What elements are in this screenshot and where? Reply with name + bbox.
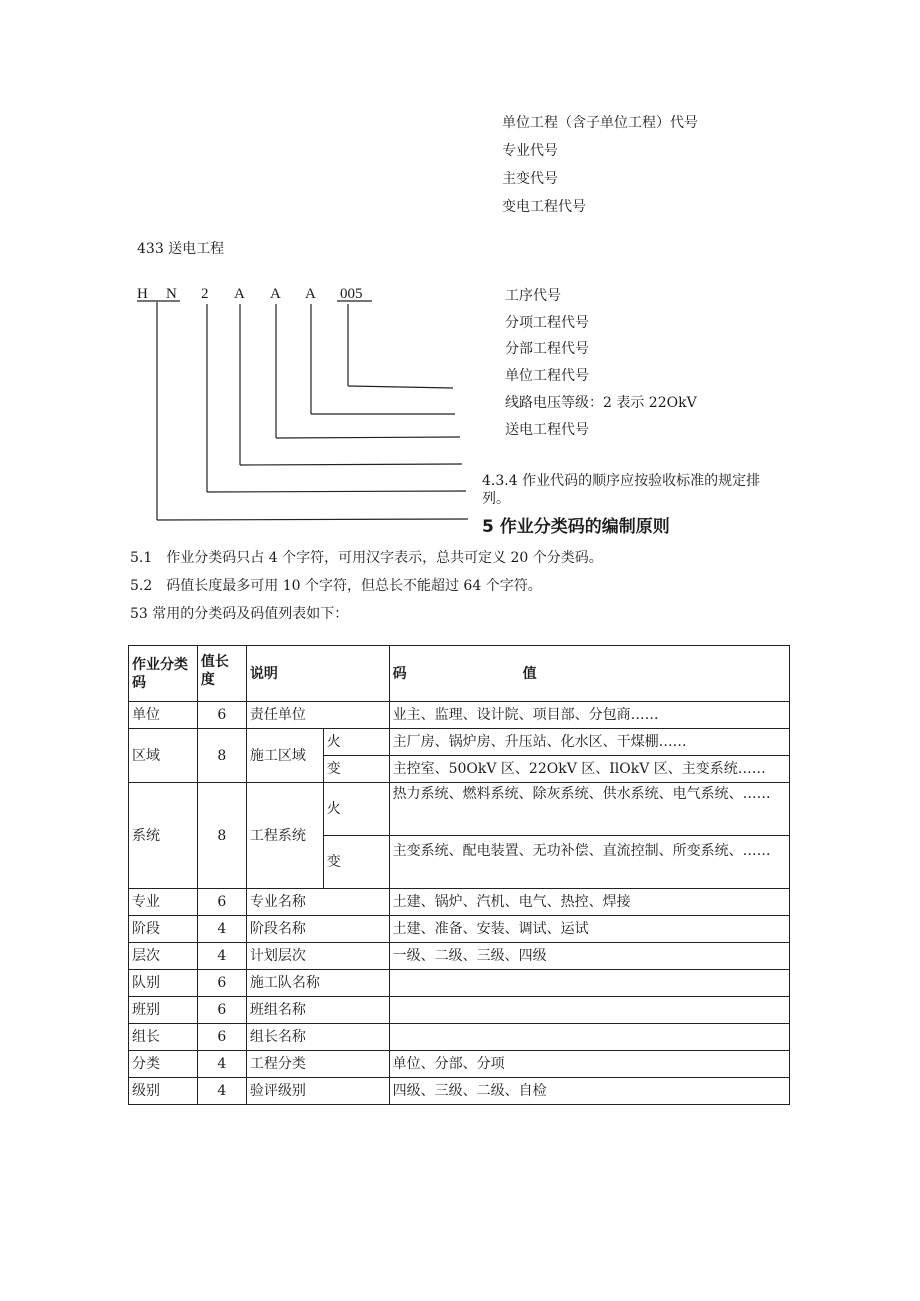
table-row (129, 943, 790, 970)
cell-value (389, 1024, 789, 1051)
substation-label-specialty: 专业代号 (502, 143, 558, 159)
paragraph-5-3: 53 常用的分类码及码值列表如下： (130, 606, 349, 622)
cell-value: 一级、二级、三级、四级 (389, 943, 789, 970)
cell-length: 4 (197, 943, 246, 970)
table-header-row (129, 646, 790, 702)
cell-value: 土建、准备、安装、调试、运试 (389, 916, 789, 943)
cell-length: 4 (197, 1078, 246, 1105)
cell-code: 层次 (129, 943, 198, 970)
cell-code: 组长 (129, 1024, 198, 1051)
cell-value: 单位、分部、分项 (389, 1051, 789, 1078)
cell-subtype: 火 (323, 729, 389, 756)
cell-code: 专业 (129, 889, 198, 916)
code-char-division: A (270, 286, 281, 302)
table-row (129, 970, 790, 997)
paragraph-5-1: 5.1 作业分类码只占 4 个字符，可用汉字表示，总共可定义 20 个分类码。 (130, 550, 603, 566)
cell-description: 班组名称 (246, 997, 389, 1024)
substation-label-unit: 单位工程（含子单位工程）代号 (502, 115, 698, 131)
table-row (129, 702, 790, 729)
cell-subtype: 变 (323, 836, 389, 889)
cell-value: 主厂房、锅炉房、升压站、化水区、干煤棚…… (389, 729, 789, 756)
cell-length: 6 (197, 889, 246, 916)
table-row (129, 997, 790, 1024)
table-row (129, 916, 790, 943)
code-char-unit: A (234, 286, 245, 302)
substation-label-project: 变电工程代号 (502, 199, 586, 215)
cell-code: 分类 (129, 1051, 198, 1078)
table-row (129, 889, 790, 916)
table-row (129, 1051, 790, 1078)
table-row (129, 783, 790, 836)
cell-value (389, 970, 789, 997)
cell-value (389, 997, 789, 1024)
cell-code: 区域 (129, 729, 198, 783)
cell-description: 验评级别 (246, 1078, 389, 1105)
header-value: 码 值 (389, 646, 789, 702)
cell-subtype: 变 (323, 756, 389, 783)
header-code: 作业分类 码 (129, 646, 198, 702)
cell-code: 单位 (129, 702, 198, 729)
code-label-subitem: 分项工程代号 (505, 315, 589, 331)
cell-length: 4 (197, 1051, 246, 1078)
cell-code: 队别 (129, 970, 198, 997)
cell-description: 计划层次 (246, 943, 389, 970)
code-char-voltage: 2 (201, 286, 209, 302)
cell-code: 阶段 (129, 916, 198, 943)
cell-code: 班别 (129, 997, 198, 1024)
cell-code: 系统 (129, 783, 198, 889)
cell-length: 8 (197, 783, 246, 889)
cell-length: 4 (197, 916, 246, 943)
cell-value: 主控室、50OkV 区、22OkV 区、IlOkV 区、主变系统…… (389, 756, 789, 783)
cell-code: 级别 (129, 1078, 198, 1105)
cell-description: 工程分类 (246, 1051, 389, 1078)
cell-subtype: 火 (323, 783, 389, 836)
section-433-title: 433 送电工程 (137, 241, 225, 257)
cell-description: 施工区域 (246, 729, 323, 783)
note-434-line1: 4.3.4 作业代码的顺序应按验收标准的规定排 (482, 473, 761, 489)
cell-length: 6 (197, 702, 246, 729)
table-row (129, 729, 790, 756)
cell-value: 土建、锅炉、汽机、电气、热控、焊接 (389, 889, 789, 916)
cell-length: 8 (197, 729, 246, 783)
header-length: 值长度 (197, 646, 246, 702)
code-label-transmission: 送电工程代号 (505, 422, 589, 438)
paragraph-5-2: 5.2 码值长度最多可用 10 个字符，但总长不能超过 64 个字符。 (130, 578, 542, 594)
cell-length: 6 (197, 1024, 246, 1051)
cell-value: 四级、三级、二级、自检 (389, 1078, 789, 1105)
cell-length: 6 (197, 970, 246, 997)
cell-value: 热力系统、燃料系统、除灰系统、供水系统、电气系统、…… (389, 783, 789, 836)
code-char-process: 005 (340, 286, 363, 302)
cell-description: 组长名称 (246, 1024, 389, 1051)
code-label-voltage: 线路电压等级：2 表示 22OkV (505, 395, 697, 411)
code-structure-diagram (0, 0, 920, 540)
table-row (129, 1024, 790, 1051)
cell-description: 工程系统 (246, 783, 323, 889)
note-434-line2: 列。 (482, 491, 510, 507)
code-char-h: H (137, 286, 148, 302)
code-char-subitem: A (305, 286, 316, 302)
cell-value: 业主、监理、设计院、项目部、分包商…… (389, 702, 789, 729)
cell-description: 阶段名称 (246, 916, 389, 943)
heading-section-5: 5 作业分类码的编制原则 (482, 517, 670, 537)
table-row (129, 1078, 790, 1105)
code-label-unit: 单位工程代号 (505, 368, 589, 384)
cell-description: 施工队名称 (246, 970, 389, 997)
header-description: 说明 (246, 646, 389, 702)
cell-description: 责任单位 (246, 702, 389, 729)
code-label-process: 工序代号 (505, 288, 561, 304)
code-label-division: 分部工程代号 (505, 341, 589, 357)
cell-value: 主变系统、配电装置、无功补偿、直流控制、所变系统、…… (389, 836, 789, 889)
substation-label-transformer: 主变代号 (502, 171, 558, 187)
cell-length: 6 (197, 997, 246, 1024)
cell-description: 专业名称 (246, 889, 389, 916)
classification-code-table (128, 645, 790, 1105)
code-char-n: N (166, 286, 177, 302)
